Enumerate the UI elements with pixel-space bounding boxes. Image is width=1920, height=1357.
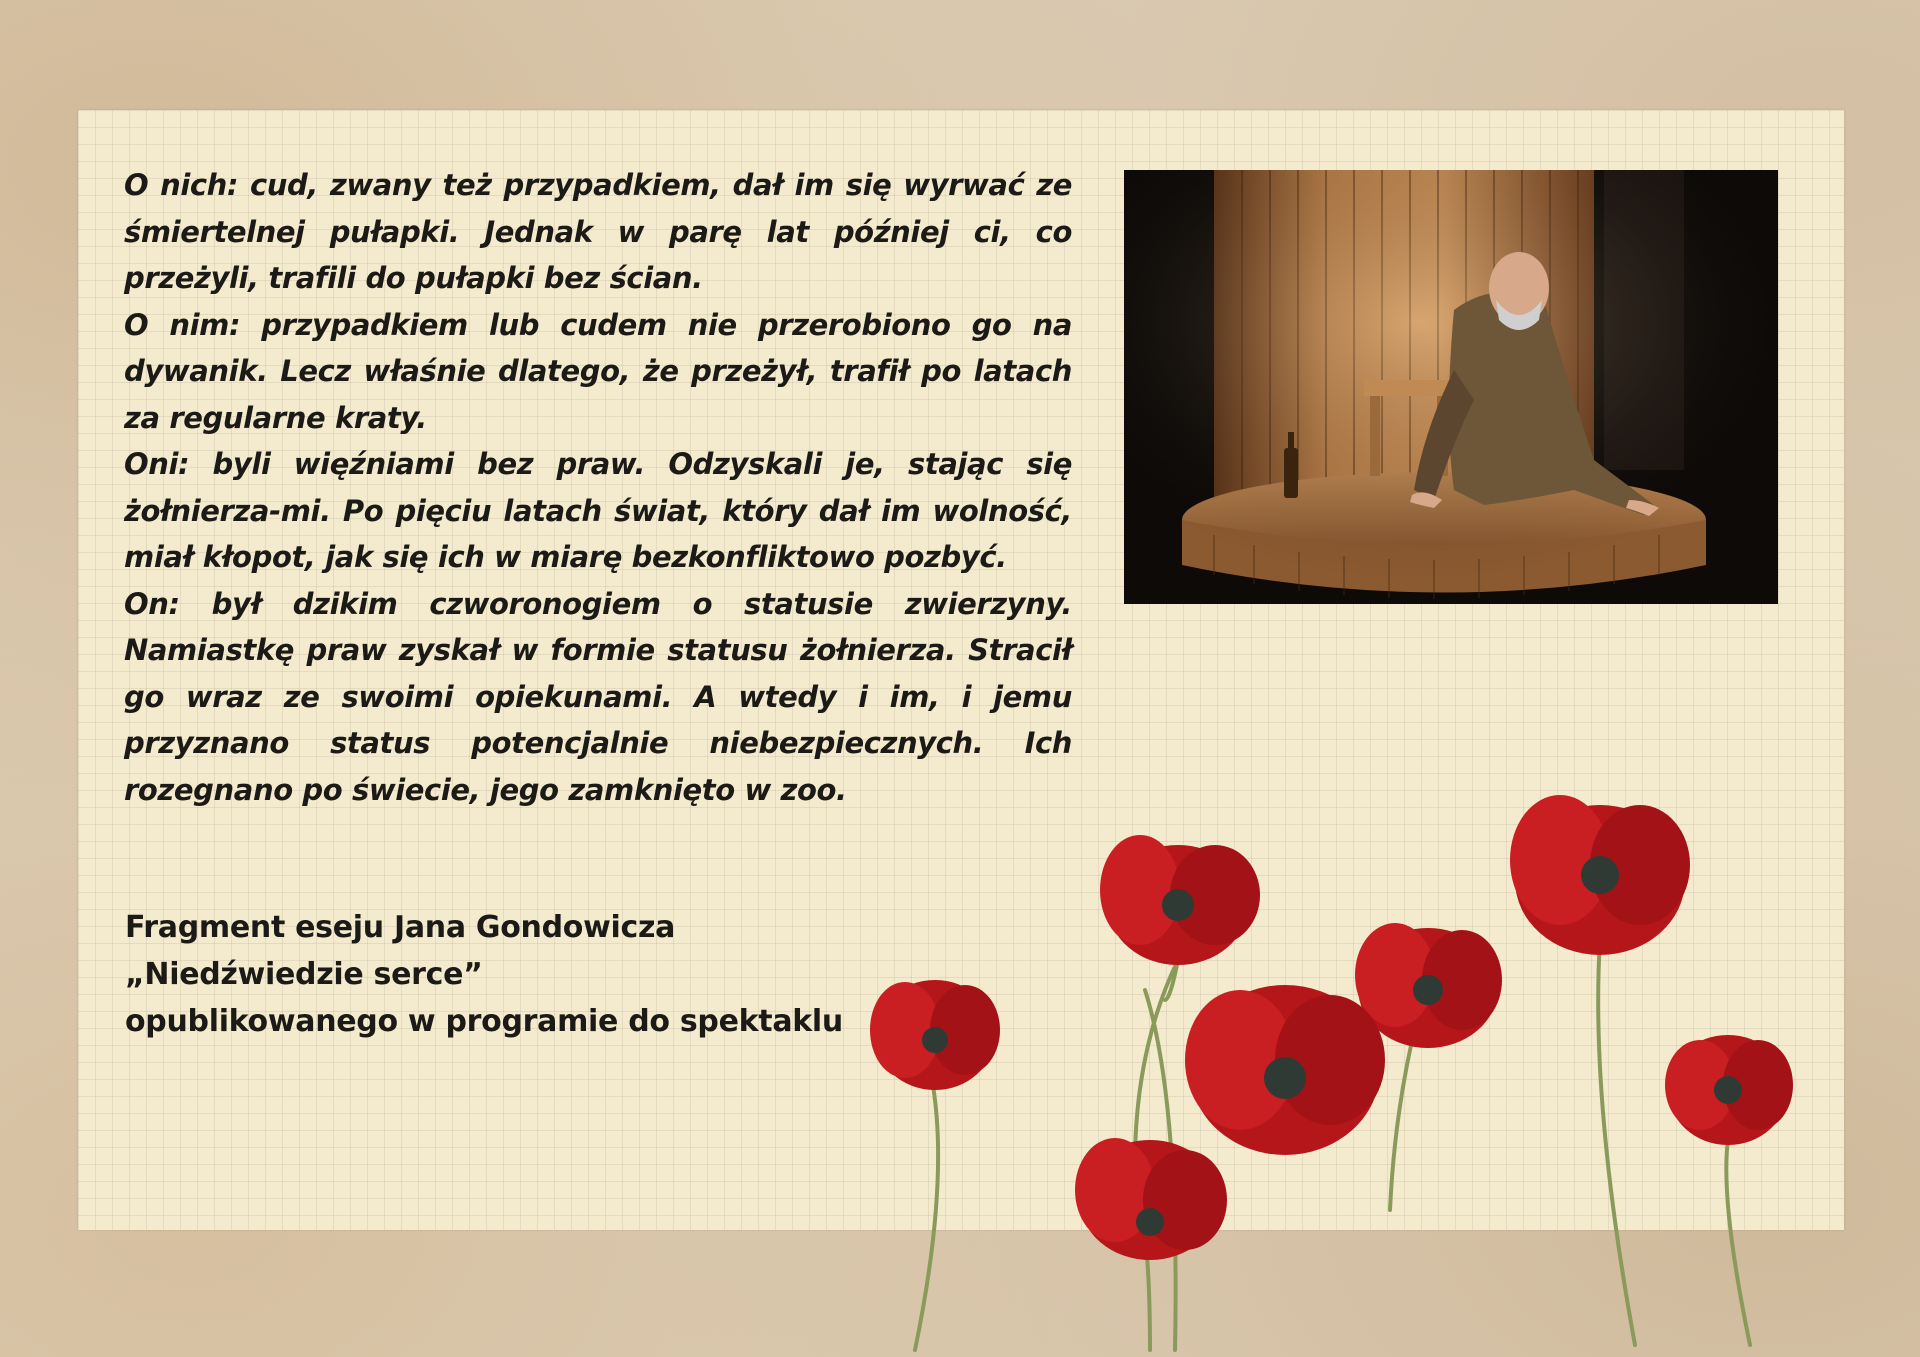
essay-paragraph-1: O nich: cud, zwany też przypadkiem, dał im się wyrwać ze śmiertelnej pułapki. Jednak w parę lat później ci, co przeżyli, trafili do pułapki bez ścian. xyxy=(124,168,1072,295)
essay-text xyxy=(124,162,1072,813)
credit-line-3: opublikowanego w programie do spektaklu xyxy=(125,1004,843,1039)
essay-credit xyxy=(125,904,843,1045)
essay-paragraph-3: Oni: byli więźniami bez praw. Odzyskali je, stając się żołnierza-mi. Po pięciu latach świat, który dał im wolność, miał kłopot, jak się ich w miarę bezkonfliktowo pozbyć. xyxy=(124,447,1072,574)
stage-photo-illustration xyxy=(1124,170,1778,604)
credit-line-1: Fragment eseju Jana Gondowicza xyxy=(125,910,676,945)
credit-line-2: „Niedźwiedzie serce” xyxy=(125,957,483,992)
stage-photo xyxy=(1124,170,1778,604)
essay-paragraph-4: On: był dzikim czworonogiem o statusie zwierzyny. Namiastkę praw zyskał w formie statusu żołnierza. Stracił go wraz ze swoimi opiekunami. A wtedy i im, i jemu przyznano status potencjalnie niebezpiecznych. Ich rozegnano po świecie, jego zamknięto w zoo. xyxy=(124,586,1072,807)
essay-paragraph-2: O nim: przypadkiem lub cudem nie przerobiono go na dywanik. Lecz właśnie dlatego, że przeżył, trafił po latach za regularne kraty. xyxy=(124,307,1072,435)
